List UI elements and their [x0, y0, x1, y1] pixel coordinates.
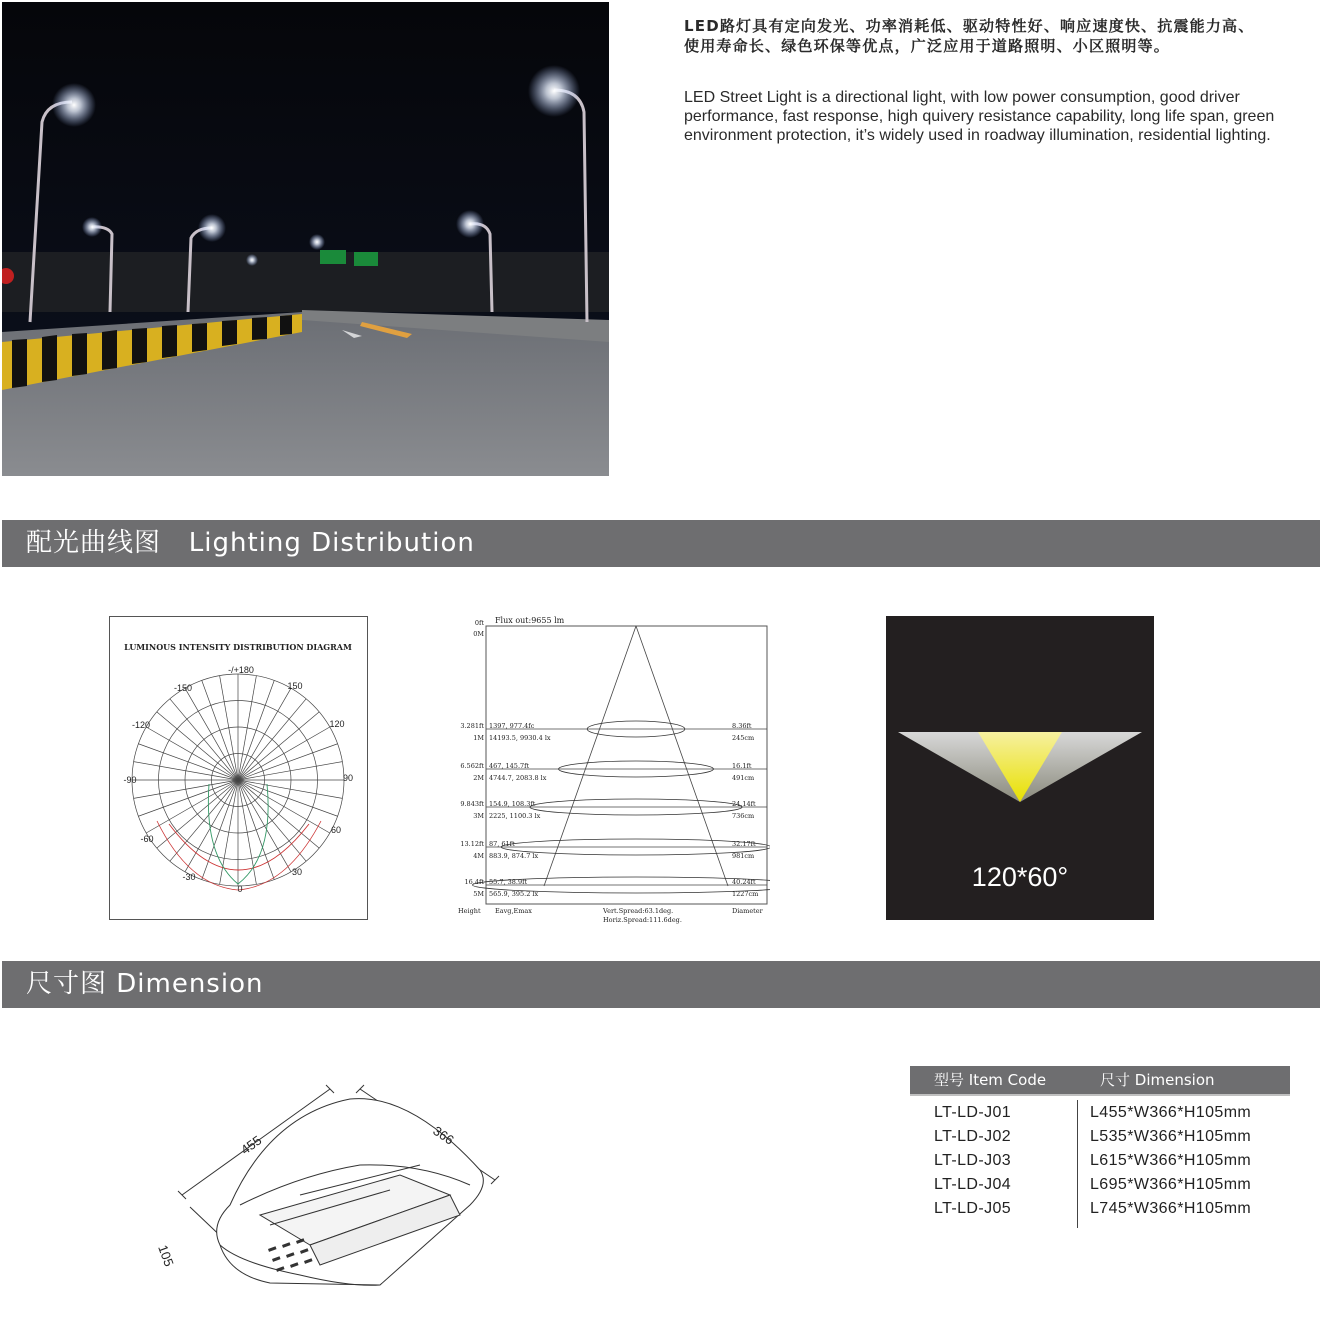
polar-label-right-150: 150 — [287, 681, 303, 691]
item-dimension: L695*W366*H105mm — [1090, 1176, 1252, 1193]
cone-level-diameter-cm: 736cm — [732, 812, 755, 820]
product-dimension-drawing — [150, 1075, 530, 1290]
street-light-photo — [2, 2, 609, 476]
polar-label-top: -/+180 — [228, 665, 254, 675]
cone-level-lx: 4744.7, 2083.8 lx — [489, 774, 547, 782]
table-row — [910, 1197, 1290, 1221]
table-row — [910, 1101, 1290, 1125]
luminous-intensity-diagram — [109, 616, 368, 920]
cone-level-height-ft: 3.281ft — [460, 722, 484, 730]
item-dimension: L615*W366*H105mm — [1090, 1152, 1252, 1169]
polar-label-right-120: 120 — [329, 719, 345, 729]
cone-level-diameter-cm: 491cm — [732, 774, 755, 782]
cone-level-height-ft: 13.12ft — [460, 840, 484, 848]
cone-level-fc: 87, 61ft — [489, 840, 515, 848]
intro-chinese-line-2: 使用寿命长、绿色环保等优点，广泛应用于道路照明、小区照明等。 — [684, 37, 1171, 55]
cone-level-fc: 55.7, 38.9ft — [489, 878, 528, 886]
cone-level-fc: 1397, 977.4fc — [489, 722, 535, 730]
cone-level-height-ft: 16.4ft — [464, 878, 484, 886]
item-code: LT-LD-J02 — [934, 1128, 1012, 1145]
section-header-dimension-text: 尺寸图 Dimension — [26, 969, 264, 999]
polar-title: LUMINOUS INTENSITY DISTRIBUTION DIAGRAM — [124, 642, 352, 652]
cone-level-height-m: 3M — [473, 812, 484, 820]
cone-footer-eavg: Eavg,Emax — [495, 907, 532, 915]
item-dimension-table — [910, 1066, 1290, 1231]
polar-label-right-90: 90 — [342, 773, 354, 783]
dimension-width-label: 366 — [430, 1123, 457, 1148]
polar-label-left-90: -90 — [123, 775, 137, 785]
item-code: LT-LD-J04 — [934, 1176, 1012, 1193]
polar-label-left-150: -150 — [173, 683, 193, 693]
dimension-length-label: 455 — [237, 1132, 265, 1158]
cone-level-lx: 883.9, 874.7 lx — [489, 852, 539, 860]
cone-level-diameter-cm: 981cm — [732, 852, 755, 860]
intro-chinese — [684, 16, 1314, 56]
table-body — [910, 1096, 1290, 1231]
cone-footer-horiz: Horiz.Spread:111.6deg. — [603, 916, 682, 924]
cone-level-fc: 154.9, 108.3ft — [489, 800, 536, 808]
section-header-lighting — [2, 520, 1320, 567]
cone-level-lx: 2225, 1100.3 lx — [489, 812, 541, 820]
polar-label-right-30: 30 — [291, 867, 303, 877]
cone-level-diameter-ft: 24.14ft — [732, 800, 756, 808]
table-row — [910, 1125, 1290, 1149]
table-header-dimension: 尺寸 Dimension — [1100, 1071, 1215, 1089]
cone-level-height-m: 2M — [473, 774, 484, 782]
item-code: LT-LD-J05 — [934, 1200, 1012, 1217]
section-header-lighting-text: 配光曲线图 Lighting Distribution — [26, 528, 475, 558]
table-header-code: 型号 Item Code — [934, 1071, 1047, 1089]
dimension-height-label: 105 — [155, 1242, 177, 1269]
cone-level-diameter-ft: 8.36ft — [732, 722, 752, 730]
table-row — [910, 1173, 1290, 1197]
cone-level-height-m: 1M — [473, 734, 484, 742]
item-code: LT-LD-J03 — [934, 1152, 1012, 1169]
polar-label-right-60: 60 — [330, 825, 342, 835]
intro-english: LED Street Light is a directional light, with low power consumption, good driver performance, fast response, high quivery resistance capability, long life span, green environment protection, it’s widely used in roadway illumination, residential lighting. — [684, 89, 1275, 144]
cone-level-lx: 14193.5, 9930.4 lx — [489, 734, 551, 742]
cone-footer-diameter: Diameter — [732, 907, 763, 915]
cone-origin-m: 0M — [473, 630, 484, 638]
polar-label-bottom: 0 — [237, 884, 243, 894]
cone-level-lx: 565.9, 395.2 lx — [489, 890, 539, 898]
cone-level-diameter-cm: 1227cm — [732, 890, 759, 898]
polar-label-left-30: -30 — [182, 872, 196, 882]
item-dimension: L745*W366*H105mm — [1090, 1200, 1252, 1217]
beam-angle-label: 120*60° — [971, 862, 1069, 892]
cone-flux: Flux out:9655 lm — [495, 616, 565, 625]
item-dimension: L535*W366*H105mm — [1090, 1128, 1252, 1145]
cone-level-diameter-cm: 245cm — [732, 734, 755, 742]
item-code: LT-LD-J01 — [934, 1104, 1012, 1121]
cone-level-diameter-ft: 32.17ft — [732, 840, 756, 848]
section-header-dimension — [2, 961, 1320, 1008]
cone-level-diameter-ft: 16.1ft — [732, 762, 752, 770]
illuminance-cone-diagram — [450, 610, 770, 928]
cone-footer-height: Height — [458, 907, 481, 915]
cone-level-height-m: 5M — [473, 890, 484, 898]
table-row — [910, 1149, 1290, 1173]
cone-level-fc: 467, 145.7ft — [489, 762, 530, 770]
cone-level-height-m: 4M — [473, 852, 484, 860]
polar-label-left-60: -60 — [140, 834, 154, 844]
cone-footer-vert: Vert.Spread:63.1deg. — [603, 907, 674, 915]
cone-level-diameter-ft: 40.24ft — [732, 878, 756, 886]
polar-label-left-120: -120 — [131, 720, 151, 730]
table-header — [910, 1066, 1290, 1096]
item-dimension: L455*W366*H105mm — [1090, 1104, 1252, 1121]
cone-level-height-ft: 9.843ft — [460, 800, 484, 808]
cone-origin-ft: 0ft — [474, 619, 484, 627]
intro-chinese-line-1: LED路灯具有定向发光、功率消耗低、驱动特性好、响应速度快、抗震能力高、 — [684, 17, 1255, 35]
cone-level-height-ft: 6.562ft — [460, 762, 484, 770]
